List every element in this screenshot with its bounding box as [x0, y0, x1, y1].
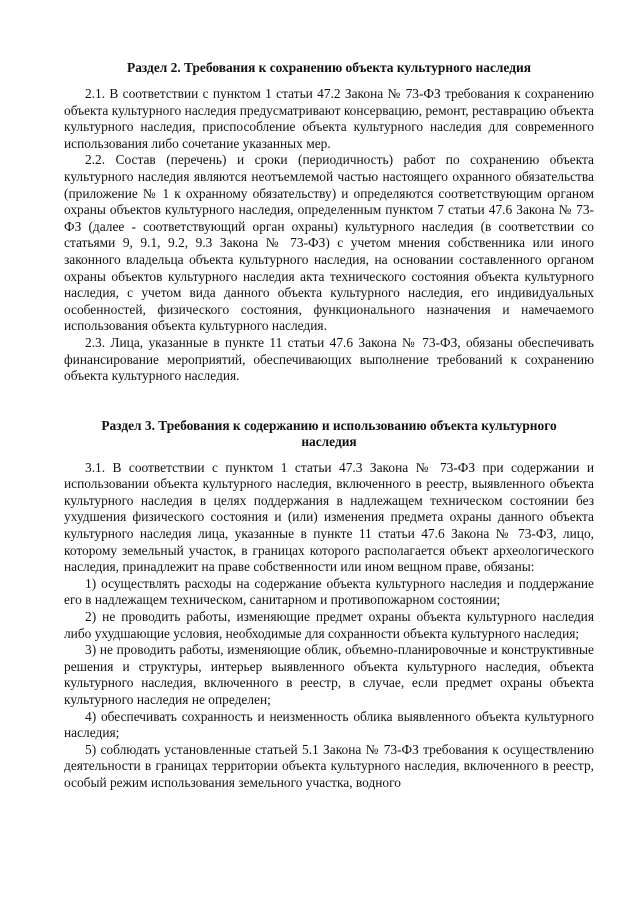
section-3-item-5: 5) соблюдать установленные статьей 5.1 Закона № 73-ФЗ требования к осуществлению деятельности в границах территории объекта культурного наследия, включенного в реестр, особый режим использования земельного участка, водного — [64, 741, 594, 790]
section-2-title: Раздел 2. Требования к сохранению объекта культурного наследия — [127, 60, 531, 75]
section-2 — [64, 60, 594, 385]
section-2-paragraph-2-3: 2.3. Лица, указанные в пункте 11 статьи 47.6 Закона № 73-ФЗ, обязаны обеспечивать финансирование мероприятий, обеспечивающих выполнение требований к сохранению объекта культурного наследия. — [64, 334, 594, 384]
section-3-item-4: 4) обеспечивать сохранность и неизменность облика выявленного объекта культурного наследия; — [64, 708, 594, 741]
section-2-paragraph-2-1: 2.1. В соответствии с пунктом 1 статьи 47.2 Закона № 73-ФЗ требования к сохранению объекта культурного наследия предусматривают консервацию, ремонт, реставрацию объекта культурного наследия, приспособление объекта культурного наследия для современного использования либо сочетание указанных мер. — [64, 86, 594, 151]
section-3-item-2: 2) не проводить работы, изменяющие предмет охраны объекта культурного наследия либо ухудшающие условия, необходимые для сохранности объекта культурного наследия; — [64, 609, 594, 641]
document-page — [64, 60, 594, 792]
section-2-paragraph-2-2: 2.2. Состав (перечень) и сроки (периодичность) работ по сохранению объекта культурного наследия являются неотъемлемой частью настоящего охранного обязательства (приложение № 1 к охранному обязательству) и определяются соответствующим органом охраны объектов культурного наследия, определенным пунктом 7 статьи 47.6 Закона № 73-ФЗ (далее - соответствующий орган охраны) культурного наследия (в соответствии со статьями 9, 9.1, 9.2, 9.3 Закона № 73-ФЗ) с учетом мнения собственника или иного законного владельца объекта культурного наследия, на основании составленного органом охраны объектов культурного наследия акта технического состояния объекта культурного наследия, с учетом вида данного объекта культурного наследия, его индивидуальных особенностей, физического состояния, функционального назначения и намечаемого использования объекта культурного наследия. — [64, 152, 594, 334]
section-3-paragraph-3-1: 3.1. В соответствии с пунктом 1 статьи 47.3 Закона № 73-ФЗ при содержании и использовании объекта культурного наследия, включенного в реестр, выявленного объекта культурного наследия в целях поддержания в надлежащем техническом состоянии без ухудшения физического состояния и (или) изменения предмета охраны данного объекта культурного наследия лица, указанные в пункте 11 статьи 47.6 Закона № 73-ФЗ, лицо, которому земельный участок, в границах которого располагается объект археологического наследия, принадлежит на праве собственности или ином вещном праве, обязаны: — [64, 459, 594, 575]
section-3-item-1: 1) осуществлять расходы на содержание объекта культурного наследия и поддержание его в надлежащем техническом, санитарном и противопожарном состоянии; — [64, 575, 594, 608]
section-3 — [64, 418, 594, 792]
section-3-title: Раздел 3. Требования к содержанию и использованию объекта культурного наследия — [101, 417, 557, 449]
section-3-item-3: 3) не проводить работы, изменяющие облик, объемно-планировочные и конструктивные решения и структуры, интерьер выявленного объекта культурного наследия, объекта культурного наследия, включенного в реестр, в случае, если предмет охраны объекта культурного наследия не определен; — [64, 642, 594, 707]
